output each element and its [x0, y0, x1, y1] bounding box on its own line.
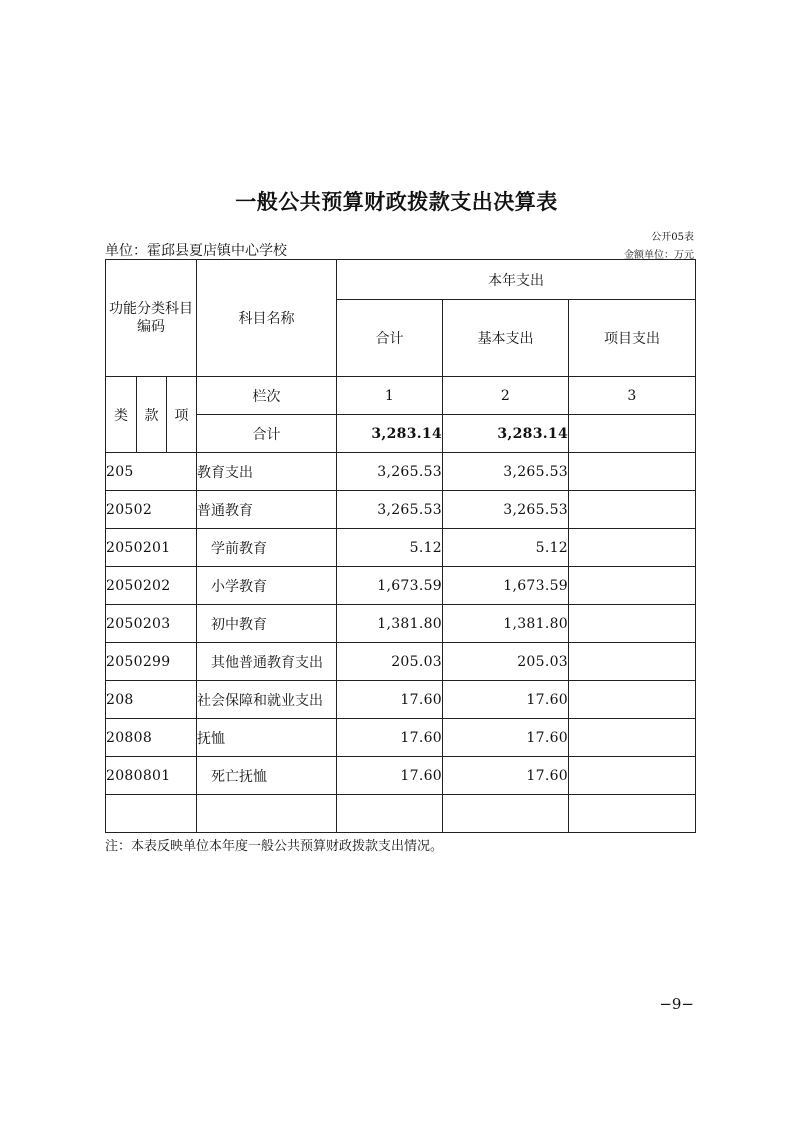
row-project — [569, 605, 696, 643]
row-basic: 17.60 — [443, 681, 569, 719]
row-total: 205.03 — [337, 643, 443, 681]
row-project — [569, 719, 696, 757]
unit-label: 单位：霍邱县夏店镇中心学校 — [105, 243, 287, 259]
page-title: 一般公共预算财政拨款支出决算表 — [235, 190, 558, 214]
empty-cell — [443, 795, 569, 833]
row-name: 死亡抚恤 — [197, 757, 337, 795]
row-code: 20808 — [106, 719, 197, 757]
row-total: 3,265.53 — [337, 453, 443, 491]
sum-basic-value: 3,283.14 — [443, 415, 569, 453]
header-current-year: 本年支出 — [337, 260, 696, 300]
row-name: 初中教育 — [197, 605, 337, 643]
header-col1: 1 — [337, 377, 443, 415]
table-row — [106, 567, 696, 605]
header-column-no: 栏次 — [197, 377, 337, 415]
sum-label: 合计 — [197, 415, 337, 453]
header-func-code: 功能分类科目编码 — [106, 260, 197, 377]
empty-cell — [197, 795, 337, 833]
table-row — [106, 719, 696, 757]
row-name: 教育支出 — [197, 453, 337, 491]
budget-table — [105, 259, 696, 833]
row-total: 17.60 — [337, 719, 443, 757]
empty-cell — [106, 795, 197, 833]
row-project — [569, 453, 696, 491]
empty-cell — [337, 795, 443, 833]
sum-total-value: 3,283.14 — [337, 415, 443, 453]
row-name: 社会保障和就业支出 — [197, 681, 337, 719]
row-basic: 1,673.59 — [443, 567, 569, 605]
header-lei: 类 — [106, 377, 137, 453]
footnote: 注：本表反映单位本年度一般公共预算财政拨款支出情况。 — [105, 839, 444, 854]
row-total: 17.60 — [337, 681, 443, 719]
row-code: 2050201 — [106, 529, 197, 567]
table-row — [106, 529, 696, 567]
row-total: 1,381.80 — [337, 605, 443, 643]
row-code: 2080801 — [106, 757, 197, 795]
header-subject-name: 科目名称 — [197, 260, 337, 377]
header-project: 项目支出 — [569, 300, 696, 377]
empty-cell — [569, 795, 696, 833]
header-kuan: 款 — [137, 377, 167, 453]
table-row — [106, 453, 696, 491]
amount-unit-label: 金额单位：万元 — [624, 250, 694, 261]
header-col2: 2 — [443, 377, 569, 415]
row-total: 3,265.53 — [337, 491, 443, 529]
row-code: 2050202 — [106, 567, 197, 605]
row-basic: 205.03 — [443, 643, 569, 681]
table-row — [106, 491, 696, 529]
empty-row — [106, 795, 696, 833]
row-basic: 17.60 — [443, 757, 569, 795]
header-col3: 3 — [569, 377, 696, 415]
row-project — [569, 643, 696, 681]
header-total: 合计 — [337, 300, 443, 377]
header-xiang: 项 — [167, 377, 197, 453]
row-project — [569, 757, 696, 795]
row-code: 2050299 — [106, 643, 197, 681]
row-name: 小学教育 — [197, 567, 337, 605]
row-name: 普通教育 — [197, 491, 337, 529]
row-project — [569, 681, 696, 719]
row-total: 1,673.59 — [337, 567, 443, 605]
row-basic: 5.12 — [443, 529, 569, 567]
row-code: 208 — [106, 681, 197, 719]
row-total: 5.12 — [337, 529, 443, 567]
row-project — [569, 491, 696, 529]
row-project — [569, 529, 696, 567]
page-number: −9− — [659, 995, 694, 1013]
row-basic: 3,265.53 — [443, 453, 569, 491]
header-basic: 基本支出 — [443, 300, 569, 377]
row-name: 抚恤 — [197, 719, 337, 757]
row-project — [569, 567, 696, 605]
row-name: 学前教育 — [197, 529, 337, 567]
table-row — [106, 757, 696, 795]
form-code: 公开05表 — [651, 232, 694, 243]
sum-project-value — [569, 415, 696, 453]
row-code: 20502 — [106, 491, 197, 529]
row-total: 17.60 — [337, 757, 443, 795]
row-basic: 3,265.53 — [443, 491, 569, 529]
row-code: 205 — [106, 453, 197, 491]
row-name: 其他普通教育支出 — [197, 643, 337, 681]
row-code: 2050203 — [106, 605, 197, 643]
table-row — [106, 681, 696, 719]
row-basic: 17.60 — [443, 719, 569, 757]
table-row — [106, 643, 696, 681]
row-basic: 1,381.80 — [443, 605, 569, 643]
table-row — [106, 605, 696, 643]
